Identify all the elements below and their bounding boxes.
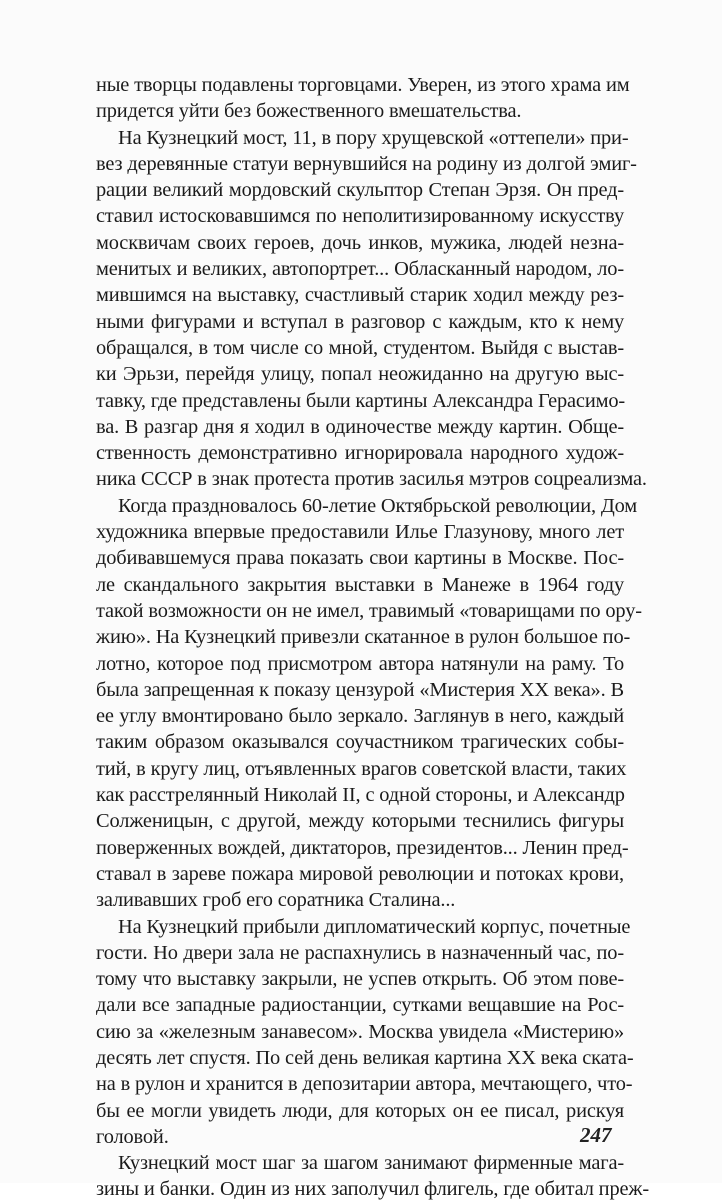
text-line: Солженицын, с другой, между которыми теснились фигуры	[96, 810, 624, 833]
paragraph	[96, 914, 634, 1151]
text-line: десять лет спустя. По сей день великая картина XX века ската-	[96, 1046, 634, 1069]
text-line: ставал в зареве пожара мировой революции и потоках крови,	[96, 862, 624, 885]
text-line: обращался, в том числе со мной, студентом. Выйдя с выстав-	[96, 336, 624, 359]
text-line: головой.	[96, 1125, 169, 1148]
text-line: добивавшемуся права показать свои картины в Москве. Пос-	[96, 547, 624, 570]
text-line: ными фигурами и вступал в разговор с каждым, кто к нему	[96, 310, 624, 333]
text-line: ки Эрьзи, перейдя улицу, попал неожиданно на другую выс-	[96, 363, 624, 386]
text-line: тому что выставку закрыли, не успев открыть. Об этом пове-	[96, 968, 624, 991]
text-line: На Кузнецкий прибыли дипломатический корпус, почетные	[118, 915, 631, 938]
text-line: ва. В разгар дня я ходил в одиночестве между картин. Обще-	[96, 415, 624, 438]
text-line: Когда праздновалось 60-летие Октябрьской революции, Дом	[118, 494, 638, 517]
text-line: лотно, которое под присмотром автора натянули на раму. То	[96, 652, 624, 675]
text-line: сию за «железным занавесом». Москва увидела «Мистерию»	[96, 1020, 624, 1043]
text-line: такой возможности он не имел, травимый «товарищами по ору-	[96, 599, 642, 622]
text-line: ее углу вмонтировано было зеркало. Заглянув в него, каждый	[96, 705, 624, 728]
text-line: заливавших гроб его соратника Сталина...	[96, 889, 456, 912]
text-line: придется уйти без божественного вмешательства.	[96, 100, 522, 123]
text-line: как расстрелянный Николай II, с одной стороны, и Александр	[96, 784, 625, 807]
text-line: на в рулон и хранится в депозитарии автора, мечтающего, что-	[96, 1073, 633, 1096]
text-line: бы ее могли увидеть люди, для которых он ее писал, рискуя	[96, 1099, 624, 1122]
text-line: ника СССР в знак протеста против засилья мэтров соцреализма.	[96, 468, 647, 491]
text-line: менитых и великих, автопортрет... Обласканный народом, ло-	[96, 258, 624, 281]
text-line: была запрещенная к показу цензурой «Мистерия XX века». В	[96, 678, 624, 701]
text-line: ставил истосковавшимся по неполитизированному искусству	[96, 205, 624, 228]
text-line: дали все западные радиостанции, сутками вещавшие на Рос-	[96, 994, 624, 1017]
text-line: мившимся на выставку, счастливый старик ходил между рез-	[96, 284, 624, 307]
text-line: москвичам своих героев, дочь инков, мужика, людей незна-	[96, 231, 624, 254]
text-line: На Кузнецкий мост, 11, в пору хрущевской «оттепели» при-	[118, 126, 629, 149]
text-line: ственность демонстративно игнорировала народного худож-	[96, 442, 624, 465]
text-line: тавку, где представлены были картины Александра Герасимо-	[96, 389, 626, 412]
paragraph	[96, 125, 647, 493]
paragraph	[96, 1150, 649, 1203]
text-line: таким образом оказывался соучастником трагических собы-	[96, 731, 624, 754]
text-line: Кузнецкий мост шаг за шагом занимают фирменные мага-	[118, 1152, 624, 1175]
text-line: рации великий мордовский скульптор Степан Эрзя. Он пред-	[96, 179, 624, 202]
text-line: поверженных вождей, диктаторов, президентов... Ленин пред-	[96, 836, 629, 859]
text-line: вез деревянные статуи вернувшийся на родину из долгой эмиг-	[96, 152, 637, 175]
text-line: художника впервые предоставили Илье Глазунову, много лет	[96, 521, 624, 544]
text-line: тий, в кругу лиц, отъявленных врагов советской власти, таких	[96, 757, 627, 780]
page-number: 247	[580, 1123, 612, 1147]
text-line: ле скандального закрытия выставки в Манеже в 1964 году	[96, 573, 624, 596]
text-line: жию». На Кузнецкий привезли скатанное в рулон большое по-	[96, 626, 631, 649]
text-line: зины и банки. Один из них заполучил флигель, где обитал преж-	[96, 1178, 649, 1201]
text-line: гости. Но двери зала не распахнулись в назначенный час, по-	[96, 941, 624, 964]
paragraph	[96, 72, 630, 125]
text-line: ные творцы подавлены торговцами. Уверен, из этого храма им	[96, 74, 630, 96]
paragraph	[96, 493, 642, 914]
body-text	[96, 72, 649, 1203]
